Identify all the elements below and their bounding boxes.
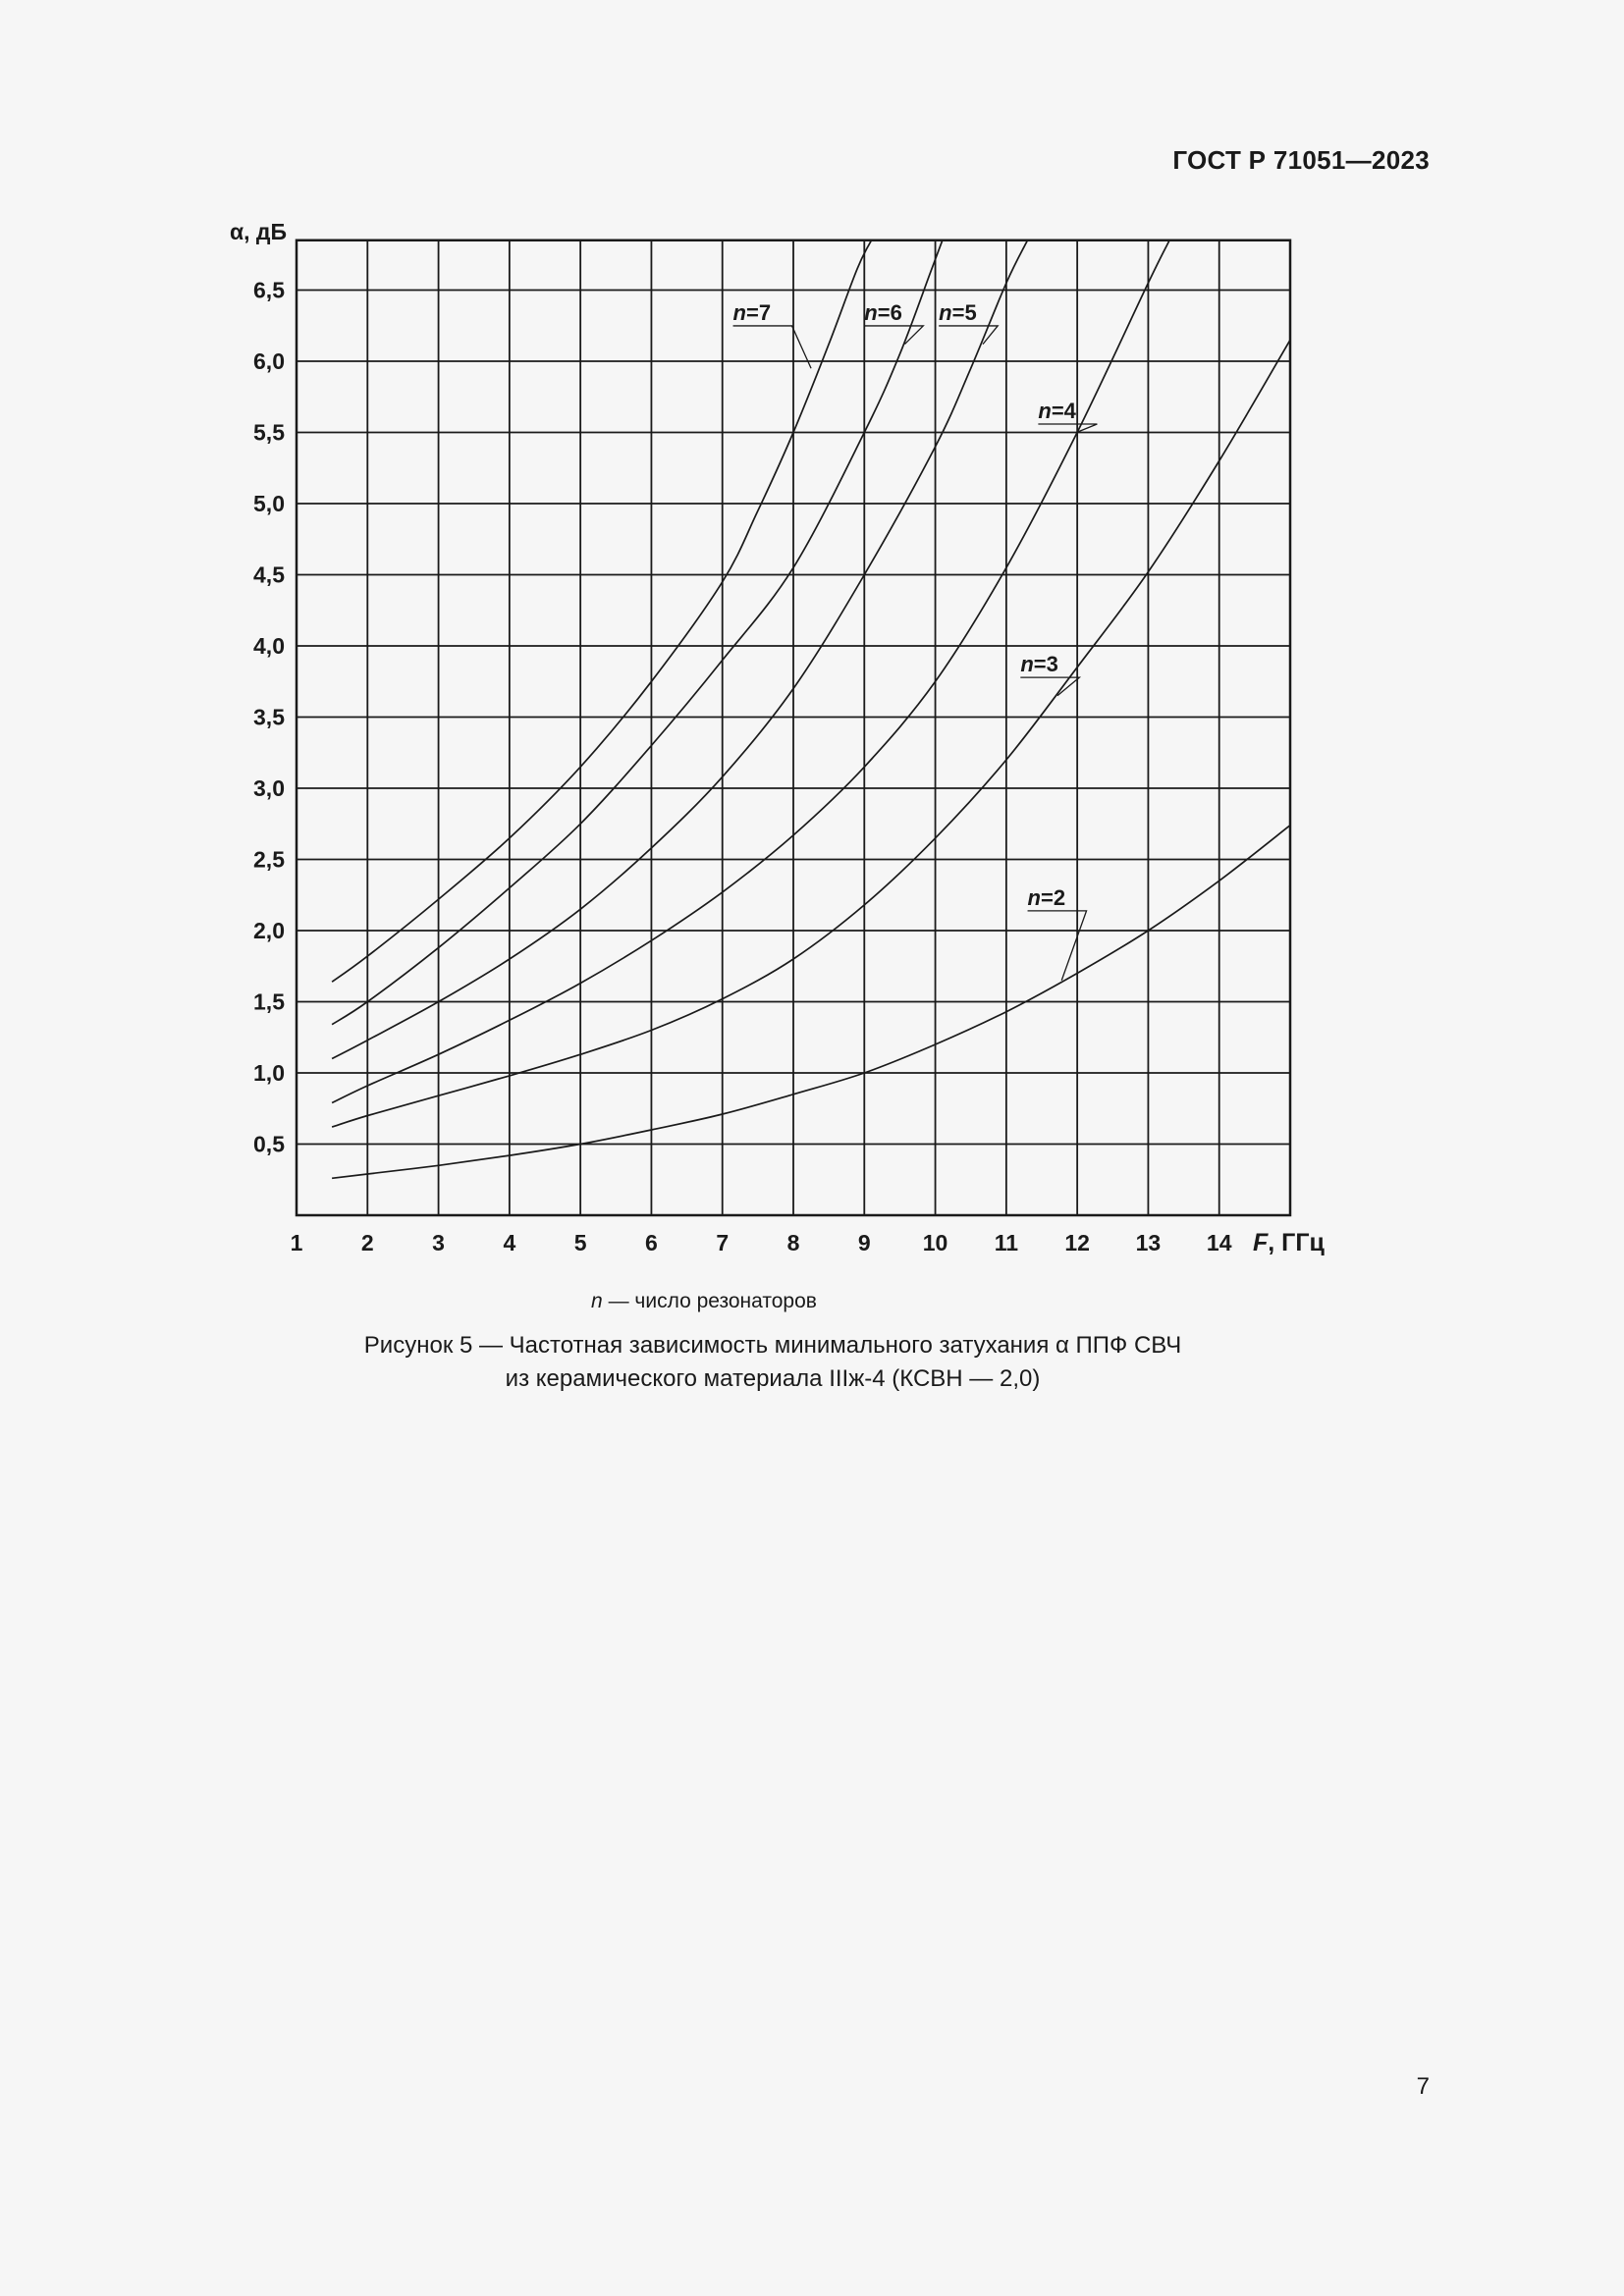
curve-n-7 [332,240,871,982]
series-label-value: =3 [1033,652,1058,677]
y-tick-label: 4,5 [253,561,285,588]
y-tick-label: 5,5 [253,419,285,446]
series-label-symbol: n [1038,399,1052,423]
series-leader-n-6 [864,326,923,345]
x-tick-label: 11 [994,1230,1019,1255]
x-tick-label: 8 [786,1230,800,1255]
series-leader-n-5 [939,326,998,345]
legend-note [0,1290,1408,1313]
x-axis-label-unit: , ГГц [1268,1229,1325,1256]
x-tick-label: 9 [857,1230,871,1255]
legend-note-symbol: n [591,1290,603,1312]
figure-caption [0,1329,1545,1396]
series-label-value: =6 [877,299,902,325]
series-label-symbol: n [864,299,878,325]
x-tick-label: 3 [432,1230,445,1255]
x-axis-label-symbol: F [1253,1229,1269,1256]
series-label-symbol: n [1020,652,1034,677]
x-tick-label: 7 [716,1230,730,1255]
series-label-value: =5 [951,299,977,325]
y-tick-label: 1,5 [253,988,285,1015]
x-tick-label: 13 [1135,1230,1162,1255]
series-label-n-6 [864,300,902,325]
series-label-n-2 [1028,885,1066,910]
x-tick-label: 12 [1064,1230,1090,1255]
y-tick-label: 6,5 [253,277,285,303]
x-tick-label: 14 [1206,1230,1232,1255]
document-header: ГОСТ Р 71051—2023 [1172,145,1430,175]
series-leader-n-4 [1038,424,1097,433]
series-label-symbol: n [939,299,952,325]
curve-n-5 [332,240,1027,1059]
series-label-symbol: n [1027,884,1041,910]
grid [297,240,1290,1215]
y-tick-label: 2,5 [253,846,285,873]
series-label-value: =4 [1051,399,1076,423]
y-axis-label: α, дБ [229,218,287,244]
series-label-n-5 [939,300,977,325]
y-tick-label: 6,0 [253,348,285,374]
y-tick-label: 2,0 [253,918,285,943]
curve-n-3 [332,340,1290,1127]
x-axis-label [1253,1229,1326,1256]
y-tick-label: 0,5 [253,1131,285,1157]
series-label-n-3 [1020,652,1058,676]
x-tick-label: 5 [573,1230,587,1255]
y-tick-label: 1,0 [253,1060,285,1086]
x-tick-label: 6 [645,1230,658,1255]
page-number: 7 [1416,2073,1430,2100]
curve-n-6 [332,240,943,1025]
x-tick-label: 10 [922,1230,948,1255]
y-tick-label: 3,5 [253,704,285,730]
series-label-symbol: n [732,299,747,325]
series-label-value: =7 [746,299,772,325]
x-tick-label: 4 [503,1230,516,1255]
series-leader-n-3 [1020,677,1079,696]
y-tick-label: 4,0 [253,633,285,659]
series-labels [733,300,1098,981]
series-label-n-7 [733,300,772,325]
y-tick-label: 5,0 [253,491,285,516]
figure-caption-line-1: Рисунок 5 — Частотная зависимость минимального затухания α ППФ СВЧ [363,1332,1182,1359]
legend-note-text: — число резонаторов [602,1290,817,1312]
figure-caption-line-2: из керамического материала IIIж-4 (КСВН — 2,0) [505,1365,1041,1393]
x-tick-label: 1 [290,1230,303,1255]
series-label-value: =2 [1040,884,1066,910]
series-label-n-4 [1038,399,1076,423]
x-tick-label: 2 [360,1230,374,1255]
y-tick-label: 3,0 [253,775,285,801]
curves [332,240,1290,1179]
